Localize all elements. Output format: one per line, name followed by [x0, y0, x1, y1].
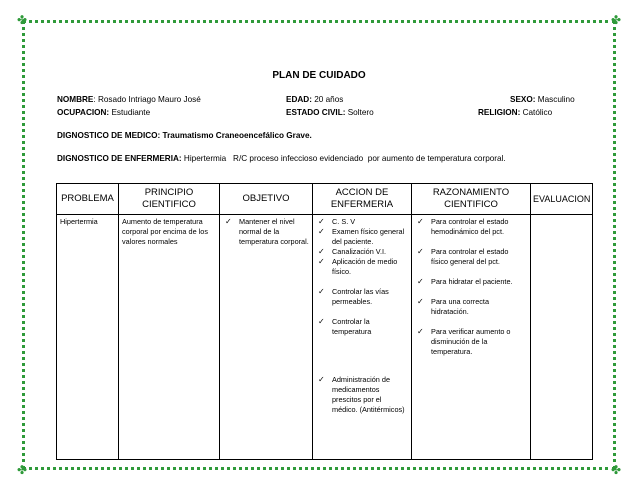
list-item	[415, 297, 527, 317]
nombre-field: NOMBRE: Rosado Intriago Mauro José	[57, 95, 201, 104]
checkmark-icon: ✓	[417, 217, 424, 226]
list-item	[316, 375, 408, 415]
corner-ornament-icon: ✤	[17, 13, 28, 27]
corner-ornament-icon: ✤	[17, 463, 28, 477]
list-item	[316, 287, 408, 307]
list-item	[316, 247, 408, 257]
list-item	[316, 257, 408, 277]
corner-ornament-icon: ✤	[611, 13, 622, 27]
list-item	[415, 277, 527, 287]
cell-objetivo	[220, 215, 313, 460]
ocupacion-field	[57, 108, 150, 118]
religion-value: Católico	[522, 108, 553, 117]
header-problema: PROBLEMA	[57, 184, 119, 215]
checkmark-icon: ✓	[318, 257, 325, 266]
checkmark-icon: ✓	[417, 277, 424, 286]
accion-text: Controlar las vías permeables.	[332, 287, 389, 306]
list-item	[223, 217, 309, 247]
accion-text: Controlar la temperatura	[332, 317, 372, 336]
razonamiento-text: Para una correcta hidratación.	[431, 297, 490, 316]
sexo-value: Masculino	[537, 95, 575, 104]
edad-field	[286, 95, 343, 105]
objetivo-text: Mantener el nivel normal de la temperatura corporal.	[239, 217, 309, 246]
diagnostico-medico	[57, 131, 312, 141]
header-objetivo: OBJETIVO	[220, 184, 313, 215]
corner-ornament-icon: ✤	[611, 463, 622, 477]
spacer	[316, 277, 408, 287]
list-item	[415, 217, 527, 237]
accion-text: Examen físico general del paciente.	[332, 227, 405, 246]
cell-principio-cientifico: Aumento de temperatura corporal por encima de los valores normales	[119, 215, 220, 460]
razonamiento-text: Para controlar el estado hemodinámico del pct.	[431, 217, 509, 236]
estado-civil-value: Soltero	[347, 108, 374, 117]
list-item	[316, 317, 408, 337]
checkmark-icon: ✓	[318, 217, 325, 226]
religion-field	[478, 108, 552, 118]
razonamiento-text: Para verificar aumento o disminución de la temperatura.	[431, 327, 511, 356]
checkmark-icon: ✓	[417, 297, 424, 306]
diagnostico-medico-value: Traumatismo Craneoencefálico Grave.	[162, 131, 312, 140]
list-item	[415, 327, 527, 357]
edad-label: EDAD:	[286, 95, 312, 104]
sexo-field	[510, 95, 575, 105]
accion-text: C. S. V	[332, 217, 356, 226]
estado-civil-field	[286, 108, 374, 118]
ocupacion-label: OCUPACION:	[57, 108, 110, 117]
cell-razonamiento-cientifico	[412, 215, 531, 460]
page-title: PLAN DE CUIDADO	[272, 70, 366, 81]
spacer	[316, 337, 408, 375]
checkmark-icon: ✓	[417, 327, 424, 336]
header-evaluacion: EVALUACION	[531, 184, 593, 215]
diagnostico-enfermeria-label: DIGNOSTICO DE ENFERMERIA:	[57, 154, 182, 163]
diagnostico-enfermeria	[57, 154, 506, 164]
header-principio-cientifico: PRINCIPIO CIENTIFICO	[119, 184, 220, 215]
spacer	[415, 267, 527, 277]
accion-text: Aplicación de medio físico.	[332, 257, 398, 276]
cell-problema: Hipertermia	[57, 215, 119, 460]
religion-label: RELIGION:	[478, 108, 521, 117]
header-accion-enfermeria: ACCION DE ENFERMERIA	[313, 184, 412, 215]
edad-value: 20 años	[314, 95, 344, 104]
checkmark-icon: ✓	[318, 317, 325, 326]
razonamiento-text: Para hidratar el paciente.	[431, 277, 513, 286]
list-item	[316, 227, 408, 247]
spacer	[415, 317, 527, 327]
spacer	[415, 237, 527, 247]
sexo-label: SEXO:	[510, 95, 536, 104]
ocupacion-value: Estudiante	[111, 108, 151, 117]
table-header-row	[57, 184, 593, 215]
list-item	[415, 247, 527, 267]
estado-civil-label: ESTADO CIVIL:	[286, 108, 346, 117]
accion-text: Administración de medicamentos prescitos por el médico. (Antitérmicos)	[332, 375, 405, 414]
checkmark-icon: ✓	[318, 375, 325, 384]
spacer	[415, 287, 527, 297]
header-razonamiento-cientifico: RAZONAMIENTO CIENTIFICO	[412, 184, 531, 215]
nombre-value: Rosado Intriago Mauro José	[97, 95, 201, 104]
list-item	[316, 217, 408, 227]
diagnostico-enfermeria-value: Hipertermia R/C proceso infeccioso evidenciado por aumento de temperatura corporal.	[183, 154, 506, 163]
cell-evaluacion	[531, 215, 593, 460]
checkmark-icon: ✓	[417, 247, 424, 256]
accion-text: Canalización V.I.	[332, 247, 387, 256]
nombre-label: NOMBRE	[57, 95, 94, 104]
table-row	[57, 215, 593, 460]
razonamiento-text: Para controlar el estado físico general del pct.	[431, 247, 509, 266]
checkmark-icon: ✓	[318, 287, 325, 296]
care-plan-table	[56, 183, 593, 460]
cell-accion-enfermeria	[313, 215, 412, 460]
checkmark-icon: ✓	[318, 227, 325, 236]
checkmark-icon: ✓	[318, 247, 325, 256]
diagnostico-medico-label: DIGNOSTICO DE MEDICO:	[57, 131, 161, 140]
spacer	[316, 307, 408, 317]
checkmark-icon: ✓	[225, 217, 232, 226]
